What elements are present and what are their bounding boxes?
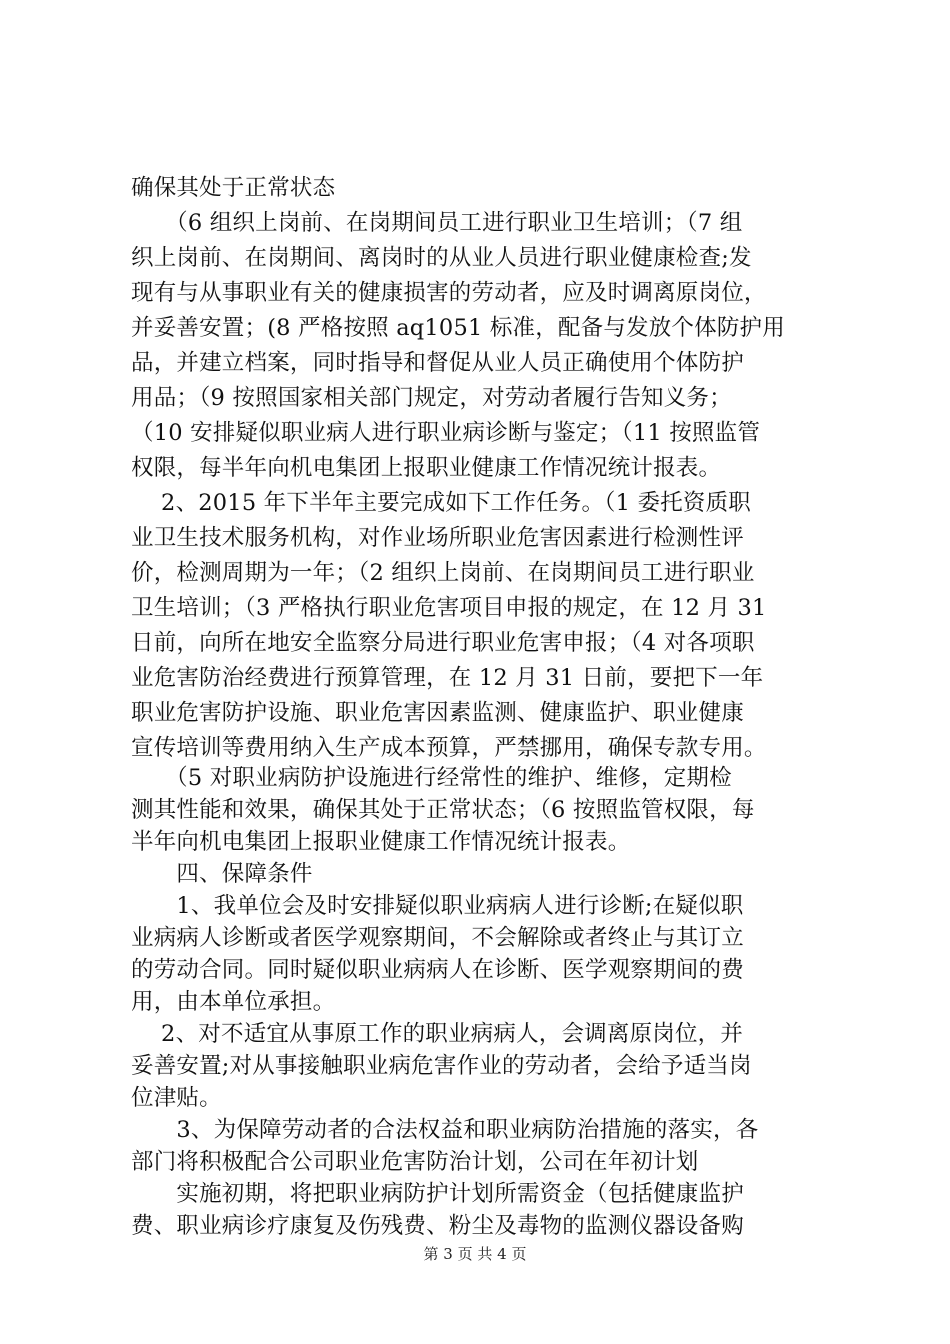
text-line: 的劳动合同。同时疑似职业病病人在诊断、医学观察期间的费 <box>131 957 744 983</box>
section-heading: 四、保障条件 <box>131 861 313 887</box>
text-line: 3、为保障劳动者的合法权益和职业病防治措施的落实，各 <box>131 1117 759 1143</box>
text-line: （10 安排疑似职业病人进行职业病诊断与鉴定；（11 按照监管 <box>131 420 761 446</box>
text-line: 日前，向所在地安全监察分局进行职业危害申报；（4 对各项职 <box>131 630 755 656</box>
text-line: （6 组织上岗前、在岗期间员工进行职业卫生培训；（7 组 <box>131 210 743 236</box>
text-line: 实施初期，将把职业病防护计划所需资金（包括健康监护 <box>131 1181 744 1207</box>
text-line: 宣传培训等费用纳入生产成本预算，严禁挪用，确保专款专用。 <box>131 735 767 761</box>
text-line: 1、我单位会及时安排疑似职业病病人进行诊断;在疑似职 <box>131 893 744 919</box>
text-line: 2、对不适宜从事原工作的职业病病人，会调离原岗位，并 <box>131 1021 744 1047</box>
text-line: 并妥善安置；(8 严格按照 aq1051 标准，配备与发放个体防护用 <box>131 315 785 341</box>
text-line: 妥善安置;对从事接触职业病危害作业的劳动者，会给予适当岗 <box>131 1053 752 1079</box>
text-line: 业危害防治经费进行预算管理，在 12 月 31 日前，要把下一年 <box>131 665 764 691</box>
text-line: 部门将积极配合公司职业危害防治计划，公司在年初计划 <box>131 1149 699 1175</box>
text-line: 测其性能和效果，确保其处于正常状态；（6 按照监管权限，每 <box>131 797 755 823</box>
text-line: 用品；（9 按照国家相关部门规定，对劳动者履行告知义务； <box>131 385 732 411</box>
page-footer: 第 3 页 共 4 页 <box>423 1245 527 1263</box>
text-line: （5 对职业病防护设施进行经常性的维护、维修，定期检 <box>131 765 732 791</box>
text-line: 半年向机电集团上报职业健康工作情况统计报表。 <box>131 829 631 855</box>
text-line: 业卫生技术服务机构，对作业场所职业危害因素进行检测性评 <box>131 525 744 551</box>
text-line: 职业危害防护设施、职业危害因素监测、健康监护、职业健康 <box>131 700 744 726</box>
text-line: 位津贴。 <box>131 1085 222 1111</box>
text-line: 现有与从事职业有关的健康损害的劳动者，应及时调离原岗位， <box>131 280 767 306</box>
text-line: 卫生培训；（3 严格执行职业危害项目申报的规定，在 12 月 31 <box>131 595 767 621</box>
text-line: 权限，每半年向机电集团上报职业健康工作情况统计报表。 <box>131 455 722 481</box>
text-line: 2、2015 年下半年主要完成如下工作任务。（1 委托资质职 <box>131 490 751 516</box>
text-line: 业病病人诊断或者医学观察期间，不会解除或者终止与其订立 <box>131 925 744 951</box>
text-line: 确保其处于正常状态 <box>131 175 336 201</box>
text-line: 织上岗前、在岗期间、离岗时的从业人员进行职业健康检查;发 <box>131 245 752 271</box>
text-line: 费、职业病诊疗康复及伤残费、粉尘及毒物的监测仪器设备购 <box>131 1213 744 1239</box>
text-line: 价，检测周期为一年；（2 组织上岗前、在岗期间员工进行职业 <box>131 560 755 586</box>
text-line: 品，并建立档案，同时指导和督促从业人员正确使用个体防护 <box>131 350 744 376</box>
text-line: 用，由本单位承担。 <box>131 989 336 1015</box>
